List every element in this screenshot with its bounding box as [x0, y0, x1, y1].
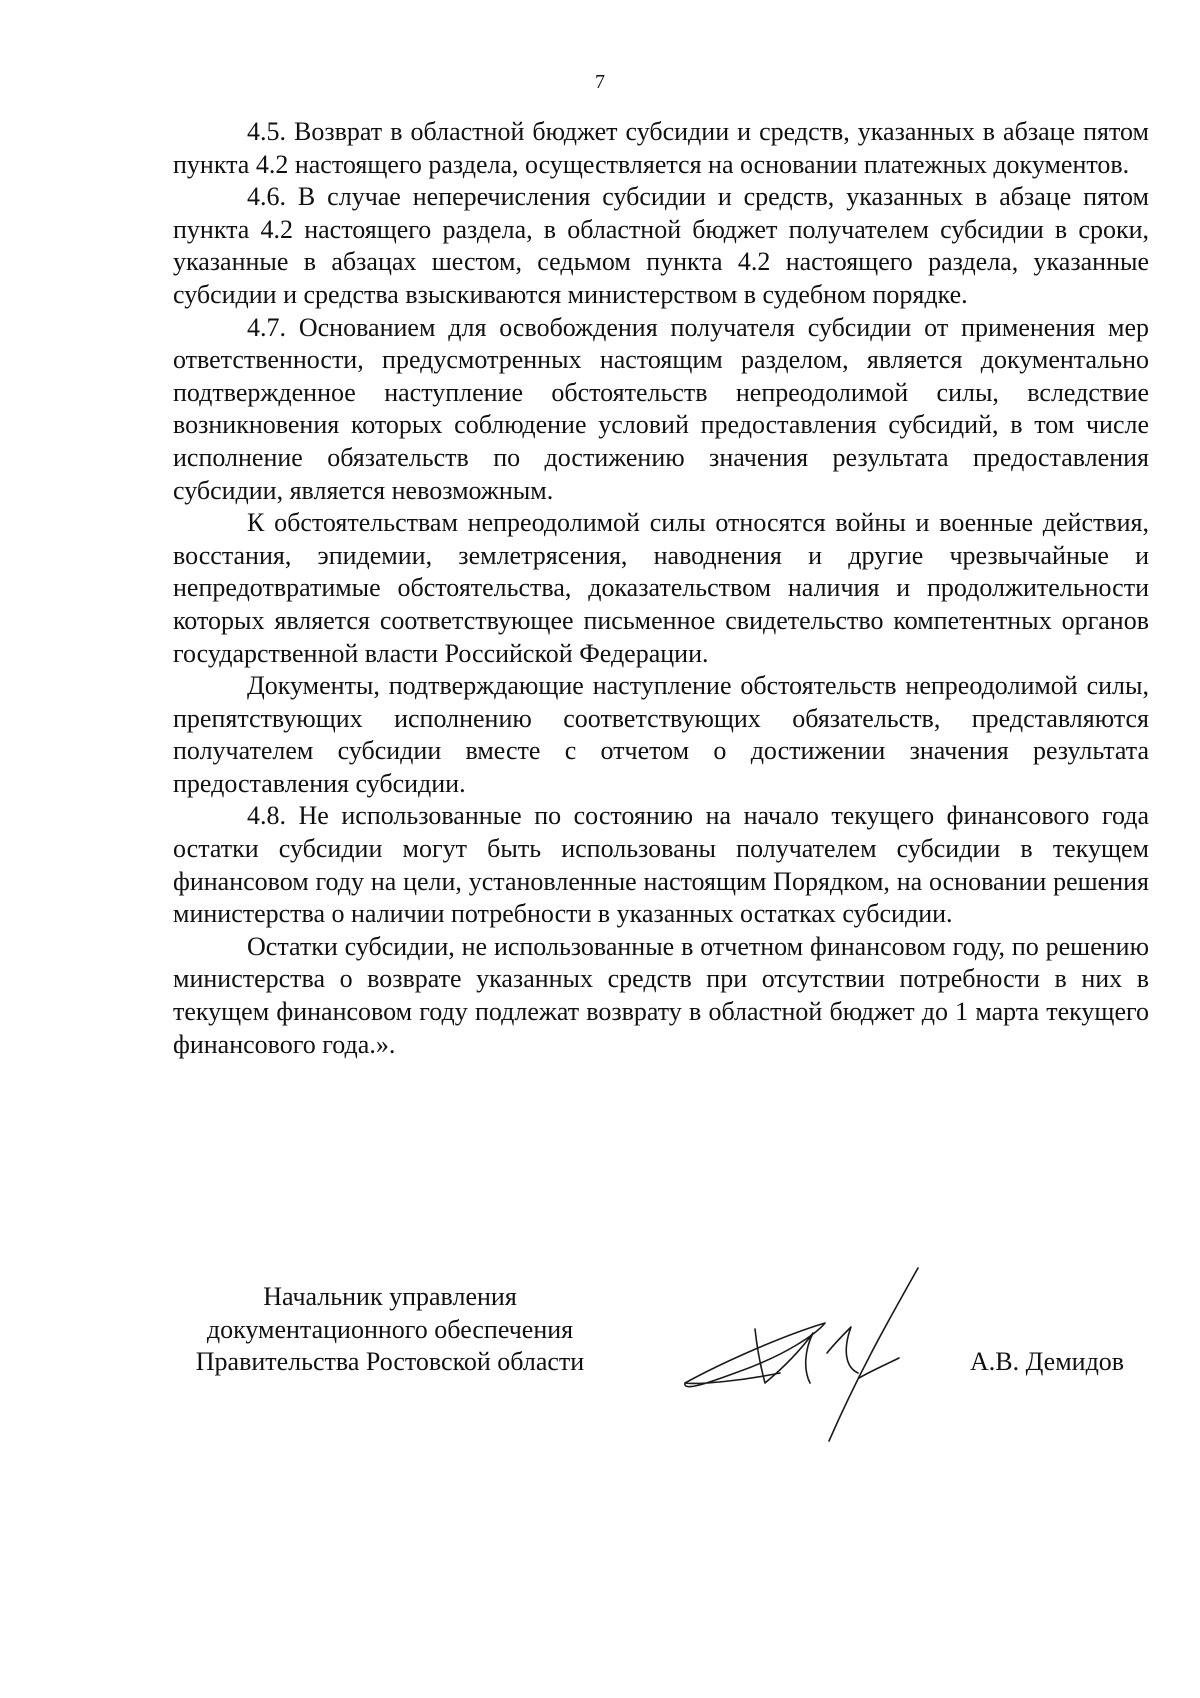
signer-name: А.В. Демидов [970, 1347, 1125, 1376]
signature-block [150, 1281, 1150, 1481]
handwritten-signature [675, 1233, 945, 1443]
paragraph-subsidy-remainder: Остатки субсидии, не использованные в отчетном финансовом году, по решению министерства о возврате указанных средств при отсутствии потребности в них в текущем финансовом году подлежат возврату в областной бюджет до 1 марта текущего финансового года.». [173, 931, 1149, 1059]
paragraph-force-majeure-documents: Документы, подтверждающие наступление обстоятельств непреодолимой силы, препятствующих исполнению соответствующих обязательств, представляются получателем субсидии вместе с отчетом о достижении значения результата предоставления субсидии. [173, 671, 1149, 798]
page-number: 7 [595, 71, 605, 93]
document-body [173, 116, 1149, 1061]
paragraph-4-6: 4.6. В случае неперечисления субсидии и средств, указанных в абзаце пятом пункта 4.2 настоящего раздела, в областной бюджет получателем субсидии в сроки, указанные в абзацах шестом, седьмом пункта 4.2 настоящего раздела, указанные субсидии и средства взыскиваются министерством в судебном порядке. [173, 182, 1149, 309]
position-line: Правительства Ростовской области [195, 1347, 585, 1377]
signer-position [150, 1281, 630, 1379]
paragraph-4-7: 4.7. Основанием для освобождения получателя субсидии от применения мер ответственности, предусмотренных настоящим разделом, является документально подтвержденное наступление обстоятельств непреодолимой силы, вследствие возникновения которых соблюдение условий предоставления субсидий, в том числе исполнение обязательств по достижению значения результата предоставления субсидии, является невозможным. [173, 312, 1149, 505]
paragraph-4-5: 4.5. Возврат в областной бюджет субсидии и средств, указанных в абзаце пятом пункта 4.2 настоящего раздела, осуществляется на основании платежных документов. [173, 117, 1149, 179]
position-line: документационного обеспечения [206, 1314, 574, 1344]
paragraph-force-majeure-list: К обстоятельствам непреодолимой силы относятся войны и военные действия, восстания, эпидемии, землетрясения, наводнения и другие чрезвычайные и непредотвратимые обстоятельства, доказательством наличия и продолжительности которых является соответствующее письменное свидетельство компетентных органов государственной власти Российской Федерации. [173, 508, 1149, 668]
paragraph-4-8: 4.8. Не использованные по состоянию на начало текущего финансового года остатки субсидии могут быть использованы получателем субсидии в текущем финансовом году на цели, установленные настоящим Порядком, на основании решения министерства о наличии потребности в указанных остатках субсидии. [173, 801, 1149, 929]
position-line: Начальник управления [263, 1282, 517, 1311]
